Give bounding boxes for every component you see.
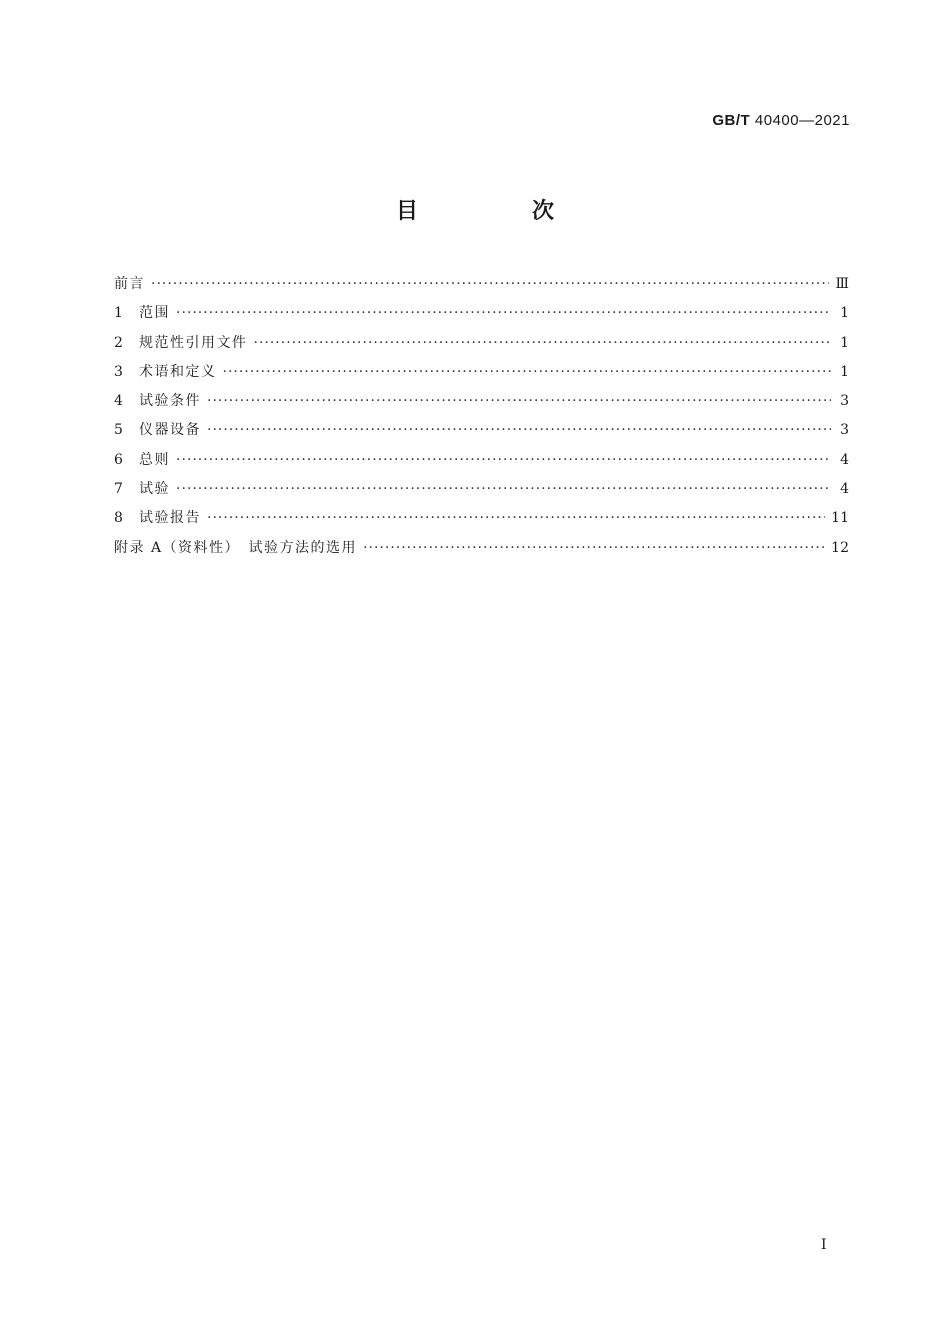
toc-entry-terms-definitions[interactable] xyxy=(114,358,849,387)
toc-entry-page: 3 xyxy=(840,393,849,410)
document-code xyxy=(712,112,850,129)
toc-entry-label: 前言 xyxy=(114,276,145,292)
toc-entry-page: 3 xyxy=(840,422,849,439)
toc-entry-label: 试验报告 xyxy=(139,510,201,527)
toc-entry-number: 4 xyxy=(114,393,123,410)
toc-entry-number: 1 xyxy=(114,305,123,322)
toc-entry-apparatus[interactable] xyxy=(114,416,849,445)
toc-entry-scope[interactable] xyxy=(114,299,849,328)
toc-entry-tests[interactable] xyxy=(114,475,849,504)
toc-entry-number: 7 xyxy=(114,481,123,498)
page-number: I xyxy=(821,1237,827,1253)
document-code-number: 40400—2021 xyxy=(754,112,850,129)
toc-leader-dots xyxy=(151,270,829,299)
toc-leader-dots xyxy=(207,504,825,533)
toc-entry-page: 1 xyxy=(840,334,849,351)
toc-leader-dots xyxy=(254,329,832,358)
toc-entry-label: 术语和定义 xyxy=(139,363,217,380)
toc-entry-number: 2 xyxy=(114,334,123,351)
toc-entry-page: 12 xyxy=(831,539,849,556)
toc-entry-test-report[interactable] xyxy=(114,504,849,533)
toc-entry-page: 11 xyxy=(831,510,849,527)
toc-entry-label: 仪器设备 xyxy=(139,422,201,439)
toc-entry-label: 附录 A（资料性） 试验方法的选用 xyxy=(114,539,358,556)
toc-entry-number: 3 xyxy=(114,363,123,380)
toc-entry-test-conditions[interactable] xyxy=(114,387,849,416)
toc-entry-page: 1 xyxy=(840,305,849,322)
toc-entry-label: 范围 xyxy=(139,305,170,322)
toc-entry-page: 4 xyxy=(840,451,849,468)
toc-entry-page: Ⅲ xyxy=(835,276,849,292)
toc-entry-label: 试验 xyxy=(139,481,170,498)
toc-leader-dots xyxy=(176,475,831,504)
toc-entry-general[interactable] xyxy=(114,446,849,475)
toc-entry-number: 6 xyxy=(114,451,123,468)
toc-entry-number: 8 xyxy=(114,510,123,527)
toc-leader-dots xyxy=(223,358,832,387)
toc-entry-annex-a[interactable] xyxy=(114,534,849,563)
table-of-contents xyxy=(114,270,849,563)
toc-leader-dots xyxy=(176,299,831,328)
toc-leader-dots xyxy=(176,446,831,475)
toc-entry-foreword[interactable] xyxy=(114,270,849,299)
toc-entry-page: 4 xyxy=(840,481,849,498)
toc-entry-number: 5 xyxy=(114,422,123,439)
toc-leader-dots xyxy=(363,534,825,563)
toc-entry-page: 1 xyxy=(840,363,849,380)
toc-entry-label: 规范性引用文件 xyxy=(139,334,248,351)
toc-leader-dots xyxy=(207,416,831,445)
toc-entry-label: 试验条件 xyxy=(139,393,201,410)
page-title: 目 次 xyxy=(395,199,600,224)
toc-entry-normative-references[interactable] xyxy=(114,329,849,358)
toc-leader-dots xyxy=(207,387,831,416)
toc-entry-label: 总则 xyxy=(139,451,170,468)
document-code-prefix: GB/T xyxy=(712,112,751,129)
